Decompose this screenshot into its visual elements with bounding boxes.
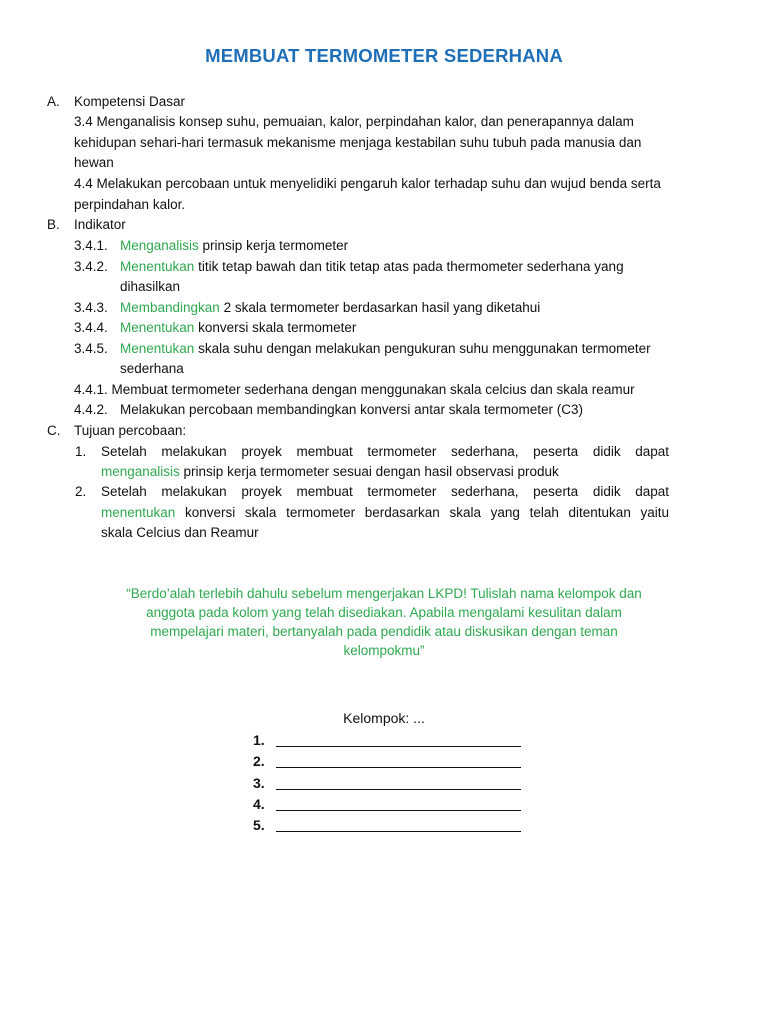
member-name-blank[interactable] xyxy=(276,746,521,747)
member-number: 1. xyxy=(253,732,265,748)
section-c-heading: Tujuan percobaan: xyxy=(74,423,187,438)
quote-line: “Berdo’alah terlebih dahulu sebelum mengerjakan LKPD! Tulislah nama kelompok dan xyxy=(126,586,642,601)
indicator-verb: Menganalisis xyxy=(120,238,199,253)
member-name-blank[interactable] xyxy=(276,831,521,832)
indicator-continuation: sederhana xyxy=(120,361,184,376)
indicator-rest: prinsip kerja termometer xyxy=(198,238,349,253)
indicator-4-4-2-text: Melakukan percobaan membandingkan konversi antar skala termometer (C3) xyxy=(120,402,583,417)
kd-4-4-line-1: 4.4 Melakukan percobaan untuk menyelidiki pengaruh kalor terhadap suhu dan wujud benda serta xyxy=(74,176,661,191)
goal-2-line-1: Setelah melakukan proyek membuat termometer sederhana, peserta didik dapat xyxy=(101,484,669,499)
indicator-text xyxy=(120,339,651,359)
goal-rest: prinsip kerja termometer sesuai dengan hasil observasi produk xyxy=(179,464,559,479)
goal-rest: konversi skala termometer berdasarkan skala yang telah ditentukan yaitu xyxy=(175,505,669,520)
indicator-text xyxy=(120,257,624,277)
indicator-4-4-1: 4.4.1. Membuat termometer sederhana dengan menggunakan skala celcius dan skala reamur xyxy=(74,382,635,397)
section-c-letter: C. xyxy=(47,423,61,438)
member-name-blank[interactable] xyxy=(276,810,521,811)
section-a-letter: A. xyxy=(47,94,60,109)
kd-4-4-line-2: perpindahan kalor. xyxy=(74,197,186,212)
group-title: Kelompok: ... xyxy=(343,710,425,726)
indicator-text xyxy=(120,236,348,256)
section-b-heading: Indikator xyxy=(74,217,126,232)
indicator-number: 3.4.1. xyxy=(74,238,108,253)
goal-1-line-2 xyxy=(101,462,669,482)
member-number: 5. xyxy=(253,817,265,833)
indicator-text xyxy=(120,298,540,318)
member-number: 2. xyxy=(253,753,265,769)
kd-3-4-line-2: kehidupan sehari-hari termasuk mekanisme menjaga kestabilan suhu tubuh pada manusia dan xyxy=(74,135,642,150)
instruction-quote xyxy=(90,584,678,660)
goal-number: 2. xyxy=(75,484,87,499)
goal-verb: menentukan xyxy=(101,505,176,520)
quote-line: anggota pada kolom yang telah disediakan. Apabila mengalami kesulitan dalam xyxy=(146,605,622,620)
indicator-rest: skala suhu dengan melakukan pengukuran suhu menggunakan termometer xyxy=(194,341,651,356)
quote-line: kelompokmu” xyxy=(343,643,425,658)
indicator-number: 3.4.2. xyxy=(74,259,108,274)
indicator-number: 3.4.5. xyxy=(74,341,108,356)
goal-2-line-2 xyxy=(101,503,669,523)
indicator-number: 4.4.2. xyxy=(74,402,108,417)
goal-number: 1. xyxy=(75,444,87,459)
goal-2-line-3: skala Celcius dan Reamur xyxy=(101,525,259,540)
kd-3-4-line-1: 3.4 Menganalisis konsep suhu, pemuaian, kalor, perpindahan kalor, dan penerapannya dalam xyxy=(74,114,634,129)
kd-3-4-line-3: hewan xyxy=(74,155,114,170)
indicator-verb: Membandingkan xyxy=(120,300,220,315)
indicator-rest: konversi skala termometer xyxy=(194,320,357,335)
section-a-heading: Kompetensi Dasar xyxy=(74,94,186,109)
member-name-blank[interactable] xyxy=(276,789,521,790)
indicator-verb: Menentukan xyxy=(120,259,195,274)
indicator-verb: Menentukan xyxy=(120,320,195,335)
goal-1-line-1: Setelah melakukan proyek membuat termometer sederhana, peserta didik dapat xyxy=(101,444,669,459)
member-number: 3. xyxy=(253,775,265,791)
goal-verb: menganalisis xyxy=(101,464,180,479)
page-title: MEMBUAT TERMOMETER SEDERHANA xyxy=(205,45,563,66)
indicator-rest: 2 skala termometer berdasarkan hasil yang diketahui xyxy=(219,300,541,315)
indicator-verb: Menentukan xyxy=(120,341,195,356)
indicator-continuation: dihasilkan xyxy=(120,279,181,294)
quote-line: mempelajari materi, bertanyalah pada pendidik atau diskusikan dengan teman xyxy=(150,624,618,639)
indicator-text xyxy=(120,318,356,338)
member-name-blank[interactable] xyxy=(276,767,521,768)
member-number: 4. xyxy=(253,796,265,812)
indicator-rest: titik tetap bawah dan titik tetap atas pada thermometer sederhana yang xyxy=(194,259,624,274)
section-b-letter: B. xyxy=(47,217,60,232)
indicator-number: 3.4.3. xyxy=(74,300,108,315)
indicator-number: 3.4.4. xyxy=(74,320,108,335)
